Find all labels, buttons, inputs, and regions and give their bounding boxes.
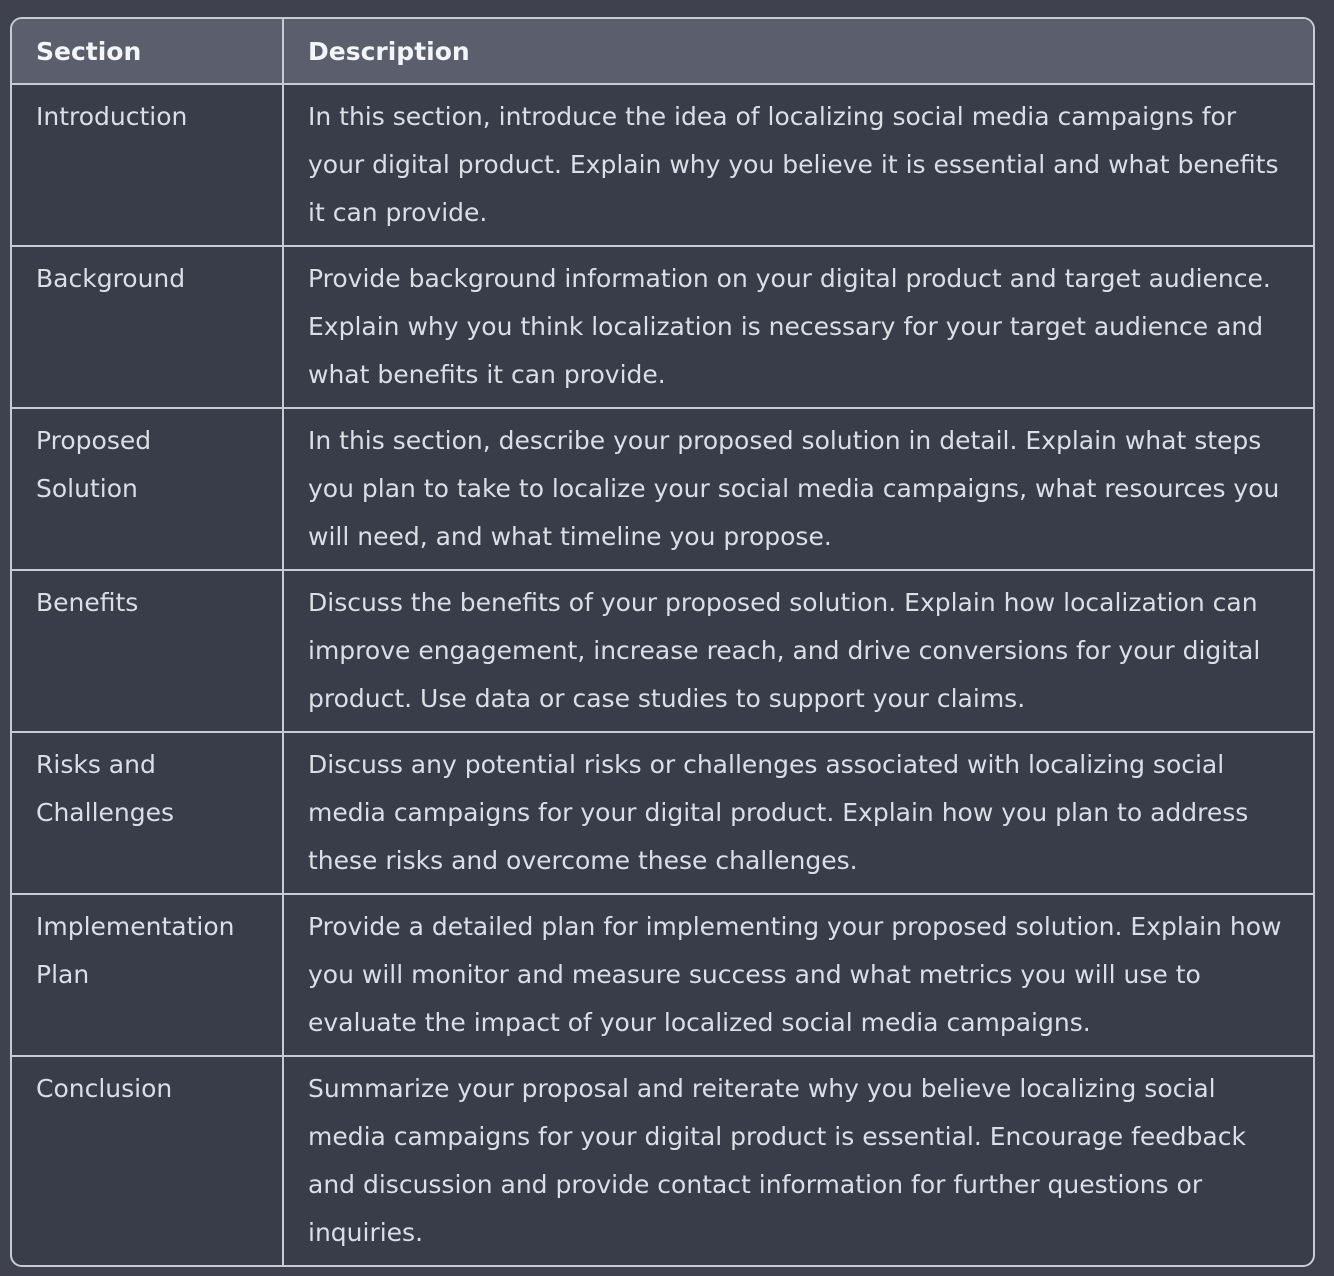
- proposal-sections-table: [12, 19, 1313, 1266]
- section-cell: Risks and Challenges: [12, 732, 283, 894]
- table-header: [12, 19, 1313, 84]
- table-row: [12, 894, 1313, 1056]
- header-row: [12, 19, 1313, 84]
- column-header-description: Description: [283, 19, 1313, 84]
- table-row: [12, 246, 1313, 408]
- section-cell: Implementation Plan: [12, 894, 283, 1056]
- description-cell: In this section, describe your proposed solution in detail. Explain what steps you plan to take to localize your social media campaigns, what resources you will need, and what timeline you propose.: [283, 408, 1313, 570]
- section-cell: Introduction: [12, 84, 283, 246]
- description-cell: Discuss the benefits of your proposed solution. Explain how localization can improve engagement, increase reach, and drive conversions for your digital product. Use data or case studies to support your claims.: [283, 570, 1313, 732]
- description-cell: Provide background information on your digital product and target audience. Explain why you think localization is necessary for your target audience and what benefits it can provide.: [283, 246, 1313, 408]
- section-cell: Background: [12, 246, 283, 408]
- description-cell: Summarize your proposal and reiterate why you believe localizing social media campaigns for your digital product is essential. Encourage feedback and discussion and provide contact information for further questions or inquiries.: [308, 1074, 1246, 1247]
- table-row: [12, 1056, 1313, 1266]
- column-header-section: Section: [12, 19, 283, 84]
- table-row: [12, 84, 1313, 246]
- section-cell: Benefits: [12, 570, 283, 732]
- table-row: [12, 408, 1313, 570]
- table-row: [12, 732, 1313, 894]
- description-cell: In this section, introduce the idea of localizing social media campaigns for your digital product. Explain why you believe it is essential and what benefits it can provide.: [283, 84, 1313, 246]
- section-cell: Proposed Solution: [12, 408, 283, 570]
- table-container: [10, 17, 1315, 1267]
- table-row: [12, 570, 1313, 732]
- description-cell: Provide a detailed plan for implementing your proposed solution. Explain how you will monitor and measure success and what metrics you will use to evaluate the impact of your localized social media campaigns.: [283, 894, 1313, 1056]
- table-body: [12, 84, 1313, 1266]
- description-cell: Discuss any potential risks or challenges associated with localizing social media campaigns for your digital product. Explain how you plan to address these risks and overcome these challenges.: [283, 732, 1313, 894]
- section-cell: Conclusion: [12, 1056, 283, 1266]
